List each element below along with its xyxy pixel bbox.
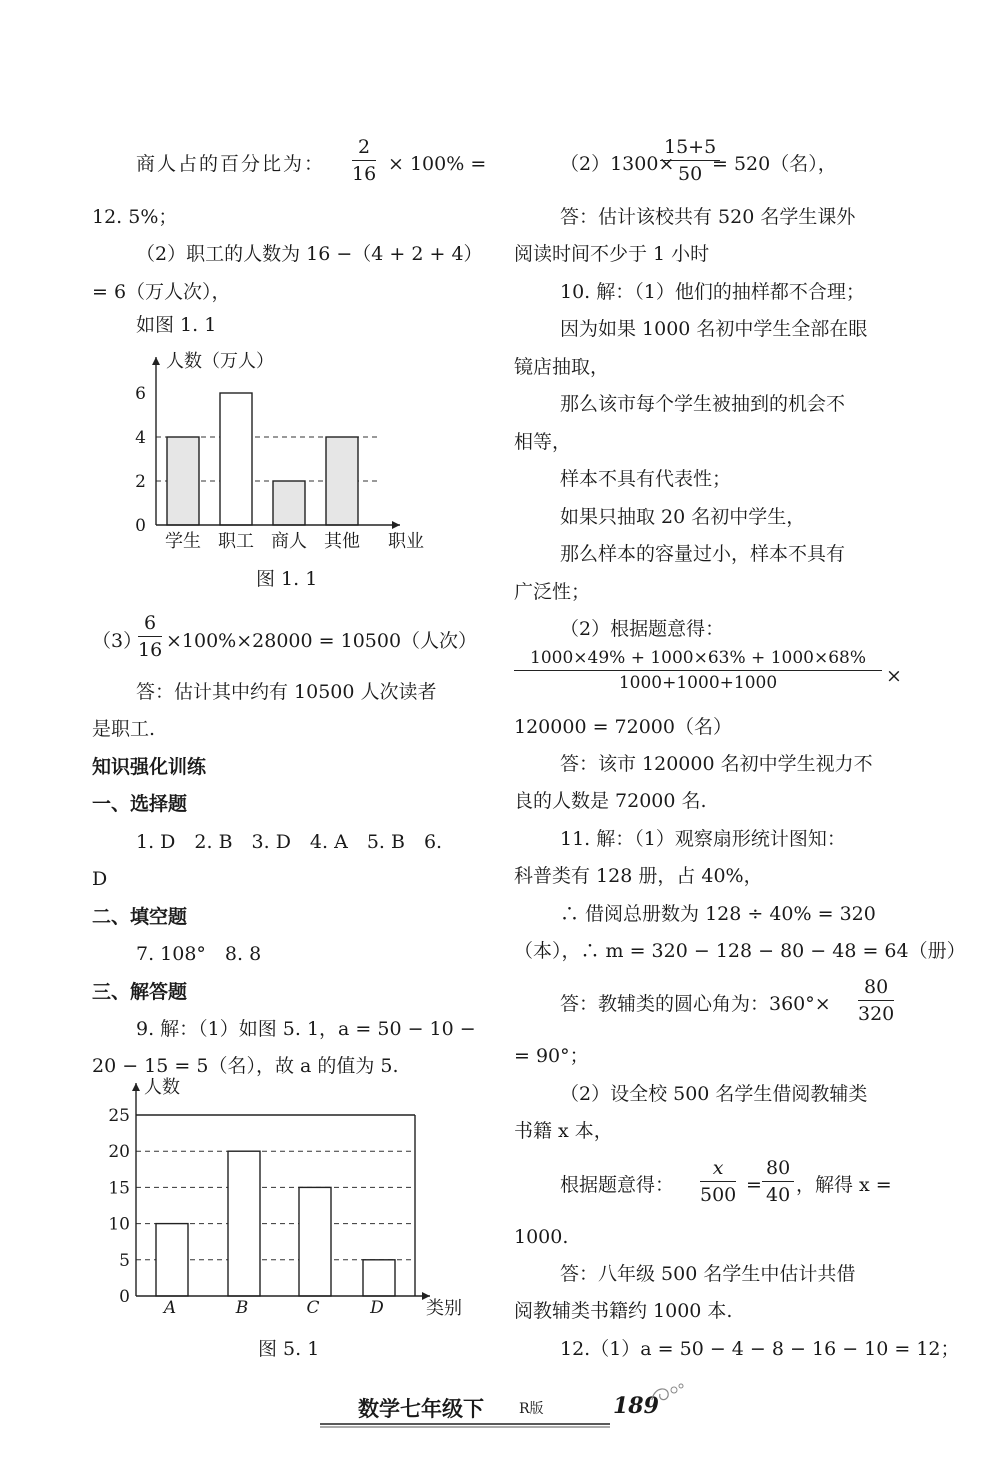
text-line: 相等， [514, 431, 572, 453]
text-line: 20 − 15 = 5（名），故 a 的值为 5. [92, 1055, 399, 1077]
text-line: 商人占的百分比为： [136, 153, 326, 175]
text-line: （3） [92, 630, 143, 652]
answer-line: 7. 108° 8. 8 [136, 943, 262, 965]
category-label: 商人 [271, 531, 307, 552]
fraction-numerator: 2 [352, 138, 376, 161]
fraction [514, 650, 882, 692]
fraction-denominator: 16 [138, 639, 163, 661]
y-tick-label: 0 [119, 1287, 130, 1307]
text-line: 根据题意得： [560, 1174, 675, 1196]
category-label: 其他 [324, 531, 360, 552]
text-line: 答：教辅类的圆心角为：360°× [560, 993, 831, 1015]
y-tick-label: 20 [108, 1142, 130, 1163]
part-title: 三、解答题 [92, 981, 188, 1003]
text-line: 阅读时间不少于 1 小时 [514, 243, 710, 265]
text-line: × [886, 665, 902, 687]
bar-chart-occupation [120, 345, 440, 565]
category-label: D [370, 1298, 384, 1318]
text-line: ，解得 x = [796, 1174, 892, 1196]
text-line: 如图 1. 1 [136, 314, 217, 336]
part-title: 一、选择题 [92, 793, 188, 815]
fraction [858, 978, 894, 1024]
category-label: C [306, 1298, 320, 1318]
fraction-denominator: 1000+1000+1000 [618, 673, 778, 693]
fraction [138, 614, 162, 660]
edition-label: R版 [519, 1401, 544, 1417]
x-axis-label: 类别 [426, 1298, 462, 1319]
fraction [352, 138, 376, 184]
bar [273, 481, 305, 525]
text-line: 是职工. [92, 718, 156, 740]
answer-line: 1. D 2. B 3. D 4. A 5. B 6. [136, 831, 443, 853]
text-line: 答：八年级 500 名学生中估计共借 [560, 1263, 856, 1285]
fraction-numerator: 1000×49% + 1000×63% + 1000×68% [514, 650, 882, 671]
bar [220, 393, 252, 525]
swirl-ornament-icon [648, 1380, 688, 1410]
fraction-denominator: 50 [678, 163, 703, 185]
text-line: 1000. [514, 1226, 569, 1248]
text-line: ×100%×28000 = 10500（人次） [166, 630, 478, 652]
bar [299, 1187, 331, 1296]
text-line: 11. 解：（1）观察扇形统计图知： [560, 828, 846, 850]
page-number: 189 [613, 1393, 659, 1419]
text-line: 样本不具有代表性； [560, 468, 732, 490]
text-line: ∴ 借阅总册数为 128 ÷ 40% = 320 [560, 903, 876, 925]
x-axis-arrow-icon [392, 521, 400, 529]
fraction-numerator: 80 [762, 1159, 794, 1182]
text-line: 12. 5%； [92, 206, 178, 228]
y-axis-arrow-icon [132, 1083, 140, 1091]
x-axis-label: 职业 [388, 531, 424, 552]
text-line: 如果只抽取 20 名初中学生， [560, 506, 806, 528]
category-label: A [163, 1298, 177, 1318]
fraction-numerator: 15+5 [660, 138, 720, 161]
text-line: = 90°； [514, 1045, 589, 1067]
y-axis-label: 人数 [144, 1077, 180, 1098]
figure-caption: 图 5. 1 [258, 1338, 320, 1360]
y-tick-label: 0 [135, 516, 146, 536]
bar [156, 1224, 188, 1296]
y-tick-label: 6 [135, 384, 146, 404]
fraction-denominator: 500 [700, 1184, 737, 1206]
text-line: （2）根据题意得： [560, 618, 725, 640]
y-tick-label: 4 [135, 428, 146, 448]
text-line: 因为如果 1000 名初中学生全部在眼 [560, 318, 868, 340]
bar [228, 1151, 260, 1296]
bar-chart-category [100, 1075, 480, 1325]
text-line: 答：该市 120000 名初中学生视力不 [560, 753, 873, 775]
fraction-numerator: x [700, 1159, 736, 1182]
bar [167, 437, 199, 525]
text-line: 科普类有 128 册，占 40%， [514, 865, 763, 887]
y-axis-arrow-icon [152, 357, 160, 365]
section-title: 知识强化训练 [92, 756, 207, 778]
fraction-numerator: 80 [858, 978, 894, 1001]
text-line: （2）1300× [560, 153, 675, 175]
text-line: 镜店抽取， [514, 356, 610, 378]
text-line: = 6（万人次）， [92, 281, 231, 303]
text-line: × 100% = [388, 153, 487, 175]
text-line: 12.（1）a = 50 − 4 − 8 − 16 − 10 = 12； [560, 1338, 960, 1360]
part-title: 二、填空题 [92, 906, 188, 928]
text-line: （本），∴ m = 320 − 128 − 80 − 48 = 64（册） [514, 940, 966, 962]
y-tick-label: 25 [108, 1106, 130, 1126]
text-line: 答：估计其中约有 10500 人次读者 [136, 681, 437, 703]
text-line: （2）设全校 500 名学生借阅教辅类 [560, 1083, 868, 1105]
category-label: B [235, 1298, 249, 1318]
book-title: 数学七年级下 [358, 1397, 484, 1421]
text-line: = [746, 1174, 762, 1196]
answer-line: D [92, 868, 108, 890]
bar [326, 437, 358, 525]
text-line: 120000 = 72000（名） [514, 716, 732, 738]
text-line: 阅教辅类书籍约 1000 本. [514, 1300, 733, 1322]
fraction [762, 1159, 794, 1205]
text-line: 9. 解：（1）如图 5. 1，a = 50 − 10 − [136, 1018, 476, 1040]
text-line: 广泛性； [514, 581, 591, 603]
fraction-denominator: 16 [352, 163, 377, 185]
text-line: 书籍 x 本， [514, 1120, 613, 1142]
fraction-denominator: 320 [858, 1003, 895, 1025]
fraction-numerator: 6 [138, 614, 162, 637]
text-line: 那么该市每个学生被抽到的机会不 [560, 393, 846, 415]
category-label: 学生 [165, 531, 201, 552]
text-line: 良的人数是 72000 名. [514, 790, 707, 812]
y-tick-label: 10 [108, 1214, 130, 1235]
y-tick-label: 2 [135, 472, 146, 492]
text-line: 10. 解：（1）他们的抽样都不合理； [560, 281, 865, 303]
text-line: = 520（名）， [712, 153, 837, 175]
y-tick-label: 5 [119, 1250, 130, 1271]
text-line: 答：估计该校共有 520 名学生课外 [560, 206, 856, 228]
y-tick-label: 15 [108, 1178, 130, 1199]
bar [363, 1260, 395, 1296]
fraction [700, 1159, 736, 1205]
fraction-denominator: 40 [766, 1184, 791, 1206]
text-line: 那么样本的容量过小，样本不具有 [560, 543, 846, 565]
figure-caption: 图 1. 1 [256, 568, 318, 590]
category-label: 职工 [218, 531, 254, 552]
y-axis-label: 人数（万人） [166, 351, 274, 372]
text-line: （2）职工的人数为 16 −（4 + 2 + 4） [136, 243, 483, 265]
